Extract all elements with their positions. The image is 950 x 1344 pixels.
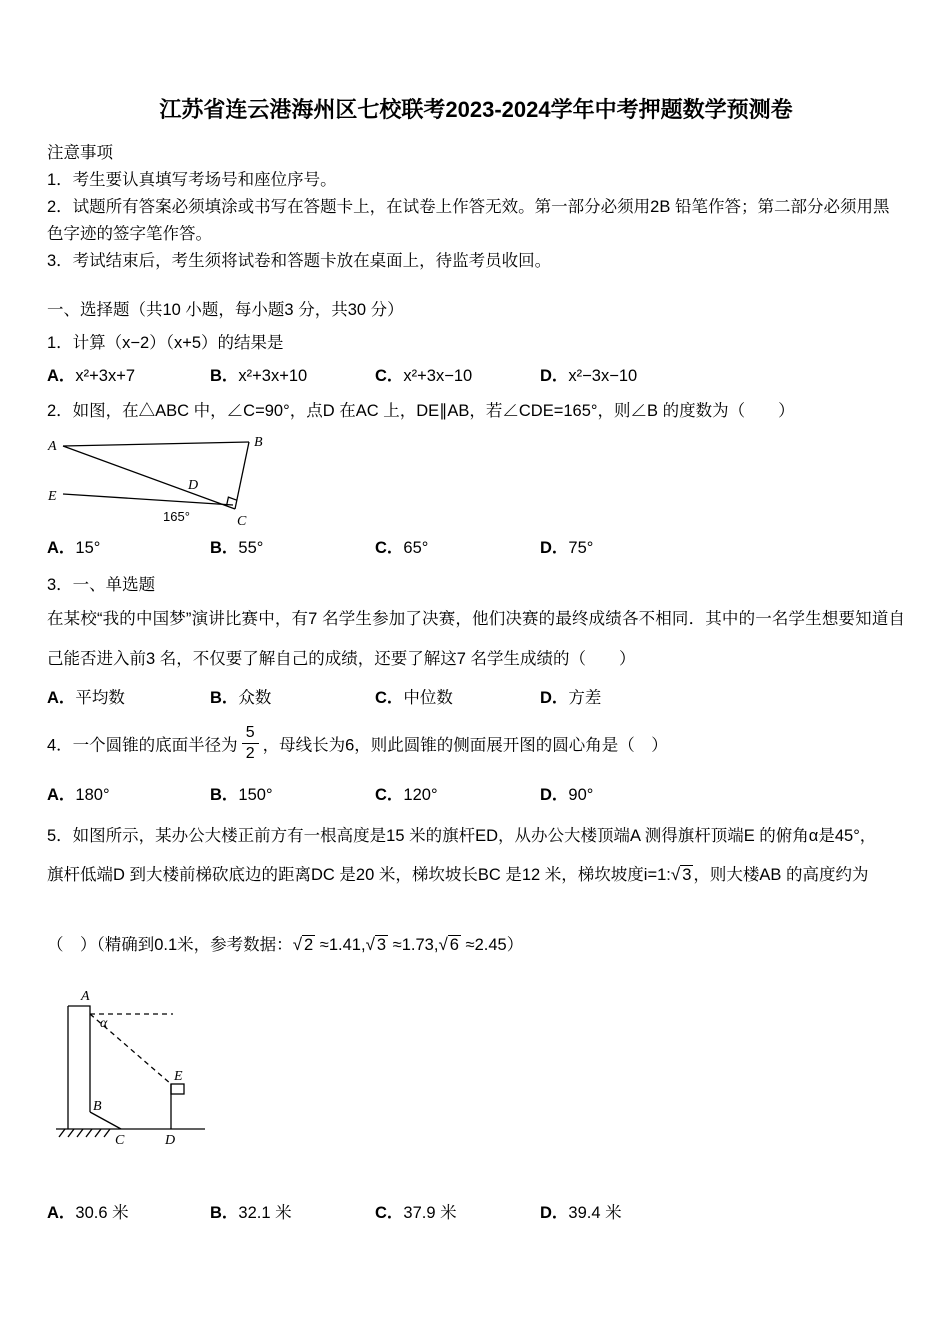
question-3-option-b — [210, 685, 375, 712]
question-3-options — [47, 685, 905, 712]
section-heading: 一、选择题（共10 小题，每小题3 分，共30 分） — [47, 301, 404, 319]
radical-sign: √ — [365, 934, 375, 954]
option-text: 180° — [75, 785, 110, 804]
radicand: 3 — [682, 865, 692, 884]
option-label: B． — [210, 367, 239, 385]
option-label: A． — [47, 539, 76, 557]
option-label: C． — [375, 785, 404, 804]
option-text: 32.1 米 — [238, 1203, 292, 1222]
option-label: B． — [210, 539, 239, 557]
fig2-vertex-label-d: D — [165, 1132, 176, 1148]
option-label: D． — [540, 367, 569, 385]
page-title: 江苏省连云港海州区七校联考2023-2024学年中考押题数学预测卷 — [159, 97, 793, 122]
option-text: 30.6 米 — [75, 1203, 129, 1222]
question-1-option-a — [47, 363, 210, 390]
option-label: B． — [210, 1203, 239, 1222]
question-4-options — [47, 782, 905, 809]
fig2-vertex-label-a: A — [81, 988, 90, 1004]
radicand: 3 — [376, 935, 387, 954]
question-4-option-d — [540, 782, 905, 809]
question-5-option-a — [47, 1200, 210, 1227]
question-4-option-a — [47, 782, 210, 809]
question-1-options — [47, 363, 905, 390]
fig2-slope-bc — [90, 1112, 121, 1129]
notice-item-2: 2．试题所有答案必须填涂或书写在答题卡上，在试卷上作答无效。第一部分必须用2B 铅笔作答；第二部分必须用黑色字迹的签字笔作答。 — [47, 198, 890, 243]
question-2-options — [47, 535, 905, 562]
fig2-building-top-right — [68, 1006, 90, 1112]
question-5-option-c — [375, 1200, 540, 1227]
option-text: x²−3x−10 — [568, 367, 638, 385]
fig1-line-ab — [63, 442, 249, 446]
fig2-flag — [171, 1084, 184, 1094]
option-label: B． — [210, 689, 239, 707]
question-3-text: 在某校“我的中国梦”演讲比赛中，有7 名学生参加了决赛，他们决赛的最终成绩各不相同．其中的一名学生想要知道自己能否进入前3 名，不仅要了解自己的成绩，还要了解这7 名学生成绩的（ ） — [47, 610, 905, 668]
question-3-option-d — [540, 685, 905, 712]
notice-heading: 注意事项 — [47, 144, 113, 162]
radical-sign: √ — [438, 934, 448, 954]
question-4-text-pre: 4．一个圆锥的底面半径为 — [47, 736, 238, 755]
question-5-option-d — [540, 1200, 905, 1227]
question-2-option-a — [47, 535, 210, 562]
option-text: x²+3x−10 — [403, 367, 473, 385]
question-4-text-post: ，母线长为6，则此圆锥的侧面展开图的圆心角是（ ） — [262, 736, 668, 755]
option-label: C． — [375, 1203, 404, 1222]
option-text: 75° — [568, 539, 594, 557]
sqrt-three — [671, 866, 694, 884]
approx-value-1: ≈1.41, — [315, 935, 366, 954]
fig1-line-bc — [235, 442, 249, 509]
radicand: 2 — [304, 935, 314, 954]
fig1-vertex-label-c: C — [237, 514, 247, 529]
question-5-text-2 — [47, 858, 905, 892]
option-text: 39.4 米 — [568, 1203, 622, 1222]
question-2-option-c — [375, 535, 540, 562]
fraction-five-halves — [242, 724, 259, 764]
option-label: A． — [47, 367, 76, 385]
option-label: A． — [47, 1203, 76, 1222]
question-5-text-2-pre: 旗杆低端D 到大楼前梯砍底边的距离DC 是20 米，梯坎坡长BC 是12 米，梯坎坡度i=1: — [47, 865, 671, 884]
radicand: 6 — [449, 935, 459, 954]
fig1-vertex-label-d: D — [188, 478, 199, 493]
option-label: C． — [375, 367, 404, 385]
option-text: 众数 — [238, 689, 272, 707]
option-text: 平均数 — [75, 689, 125, 707]
question-5-options — [47, 1200, 905, 1227]
question-5-option-b — [210, 1200, 375, 1227]
option-text: 15° — [75, 539, 101, 557]
fig2-vertex-label-b: B — [93, 1098, 102, 1114]
sqrt-two — [293, 936, 316, 954]
option-text: 90° — [568, 785, 594, 804]
sqrt-three — [366, 936, 389, 954]
fig1-vertex-label-a: A — [48, 439, 57, 454]
fig1-angle-label: 165° — [163, 509, 190, 524]
question-1-option-b — [210, 363, 375, 390]
fig2-angle-label-alpha: α — [100, 1015, 108, 1031]
approx-value-3: ≈2.45） — [460, 935, 524, 954]
question-3-option-a — [47, 685, 210, 712]
option-text: 120° — [403, 785, 438, 804]
option-text: 150° — [238, 785, 273, 804]
radical-sign: √ — [670, 864, 681, 884]
option-label: C． — [375, 539, 404, 557]
question-4-text — [47, 724, 905, 768]
option-label: D． — [540, 785, 569, 804]
question-5-text-3 — [47, 928, 905, 962]
option-label: D． — [540, 1203, 569, 1222]
option-label: C． — [375, 689, 404, 707]
fig2-vertex-label-c: C — [115, 1132, 125, 1148]
fig2-ground-hatching — [59, 1129, 110, 1137]
question-5-text-1: 5．如图所示，某办公大楼正前方有一根高度是15 米的旗杆ED，从办公大楼顶端A 测得旗杆顶端E 的俯角α是45°， — [47, 826, 877, 845]
notice-item-1: 1．考生要认真填写考场号和座位序号。 — [47, 171, 337, 189]
option-label: B． — [210, 785, 239, 804]
question-5-figure — [53, 984, 228, 1156]
radical-sign: √ — [292, 934, 303, 954]
question-1-option-d — [540, 363, 905, 390]
question-3-heading: 3．一、单选题 — [47, 576, 156, 594]
option-text: x²+3x+7 — [75, 367, 136, 385]
question-5-text-2-post: ，则大楼AB 的高度约为 — [693, 865, 869, 884]
option-label: D． — [540, 689, 569, 707]
option-text: 55° — [238, 539, 264, 557]
option-label: A． — [47, 785, 76, 804]
option-text: 方差 — [568, 689, 602, 707]
question-3-option-c — [375, 685, 540, 712]
option-text: 37.9 米 — [403, 1203, 457, 1222]
option-label: D． — [540, 539, 569, 557]
question-1-option-c — [375, 363, 540, 390]
fig1-vertex-label-b: B — [254, 435, 263, 450]
question-2-figure — [47, 433, 279, 529]
sqrt-six — [438, 936, 461, 954]
fraction-numerator: 5 — [242, 724, 259, 744]
approx-value-2: ≈1.73, — [388, 935, 439, 954]
fig2-vertex-label-e: E — [174, 1068, 183, 1084]
fraction-denominator: 2 — [245, 745, 255, 763]
fig1-vertex-label-e: E — [48, 489, 57, 504]
notice-item-3: 3．考试结束后，考生须将试卷和答题卡放在桌面上，待监考员收回。 — [47, 252, 552, 270]
option-text: 中位数 — [403, 689, 453, 707]
option-label: A． — [47, 689, 76, 707]
question-4-option-c — [375, 782, 540, 809]
question-5-text-3-pre: （ ）（精确到0.1米，参考数据： — [47, 935, 293, 954]
question-4-option-b — [210, 782, 375, 809]
question-1-text: 1．计算（x−2）（x+5）的结果是 — [47, 334, 284, 352]
question-2-option-d — [540, 535, 905, 562]
option-text: 65° — [403, 539, 429, 557]
question-2-text: 2．如图，在△ABC 中，∠C=90°，点D 在AC 上，DE∥AB，若∠CDE=165°，则∠B 的度数为（ ） — [47, 402, 795, 420]
question-2-option-b — [210, 535, 375, 562]
option-text: x²+3x+10 — [238, 367, 308, 385]
